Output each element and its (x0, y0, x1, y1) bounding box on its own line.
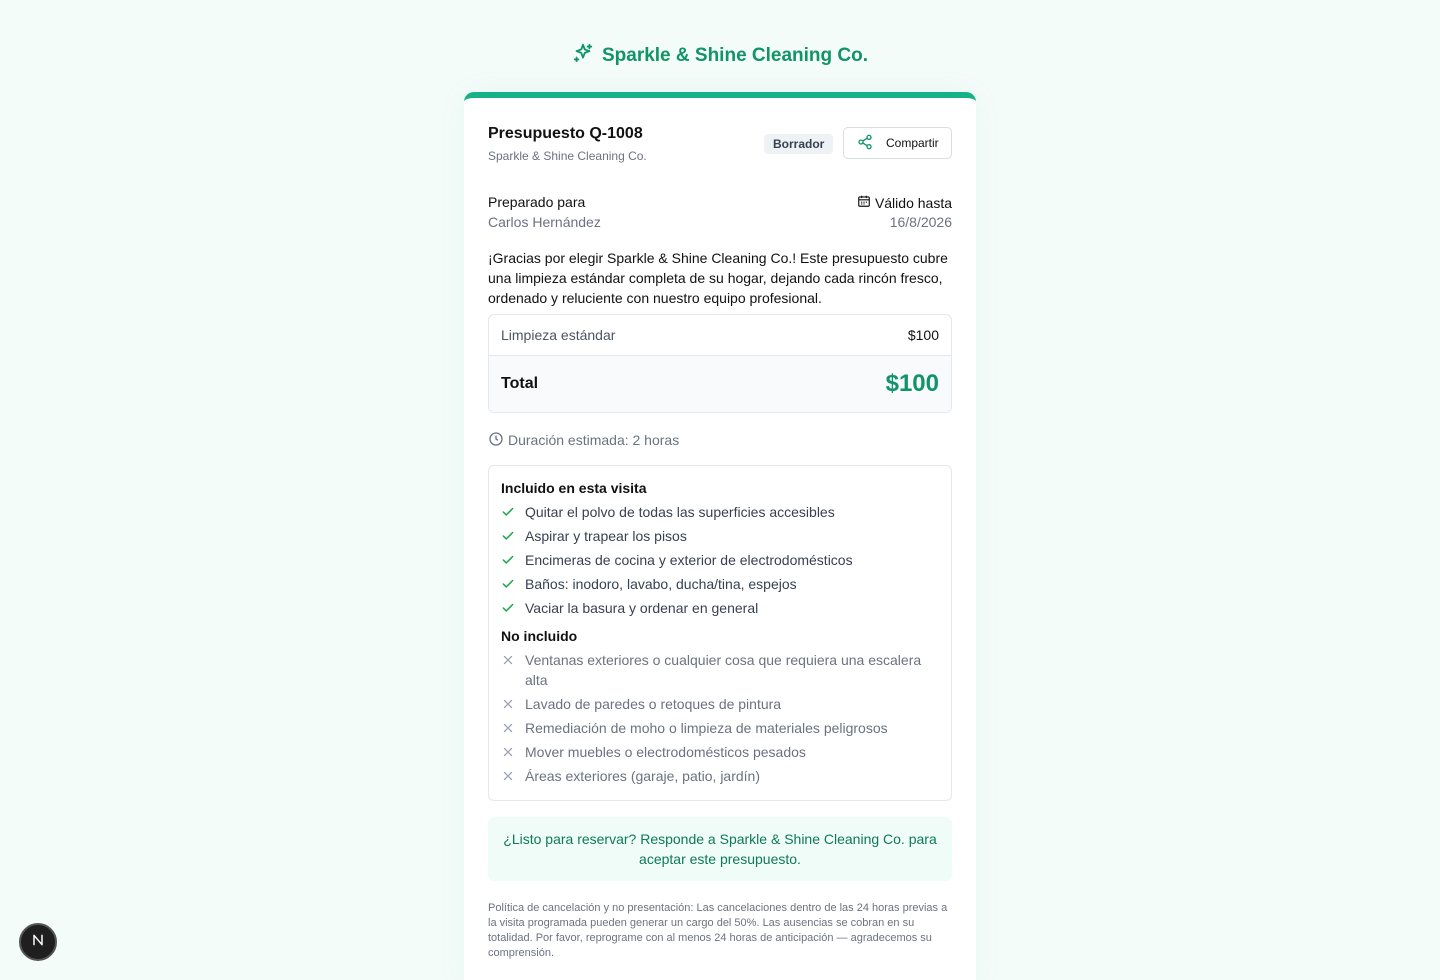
clock-icon (488, 431, 504, 450)
check-icon (501, 502, 525, 522)
sparkles-icon (572, 42, 594, 70)
list-item: Vaciar la basura y ordenar en general (501, 598, 939, 618)
calendar-icon (857, 194, 871, 211)
total-row (489, 356, 951, 412)
list-item: Remediación de moho o limpieza de materiales peligrosos (501, 718, 939, 738)
included-list (501, 502, 939, 618)
list-item: Quitar el polvo de todas las superficies accesibles (501, 502, 939, 522)
list-item: Encimeras de cocina y exterior de electrodomésticos (501, 550, 939, 570)
check-icon (501, 550, 525, 570)
pricing-table (488, 314, 952, 413)
list-item: Mover muebles o electrodomésticos pesados (501, 742, 939, 762)
price-item-label: Limpieza estándar (501, 327, 616, 343)
valid-date: 16/8/2026 (889, 214, 952, 230)
duration-text: Duración estimada: 2 horas (508, 432, 680, 448)
brand-name: Sparkle & Shine Cleaning Co. (601, 45, 869, 66)
valid-until (857, 194, 952, 211)
duration (488, 431, 952, 449)
client-name: Carlos Hernández (488, 214, 601, 230)
check-icon (501, 574, 525, 594)
total-value: $100 (885, 370, 939, 397)
valid-until-label: Válido hasta (874, 194, 952, 211)
nextjs-dev-button[interactable] (19, 923, 57, 961)
x-icon (501, 650, 525, 670)
brand-header (0, 42, 1440, 70)
check-icon (501, 526, 525, 546)
list-item: Aspirar y trapear los pisos (501, 526, 939, 546)
x-icon (501, 694, 525, 714)
share-button[interactable] (843, 127, 952, 159)
x-icon (501, 766, 525, 786)
share-label: Compartir (886, 136, 939, 150)
excluded-title: No incluido (501, 628, 578, 644)
quote-company: Sparkle & Shine Cleaning Co. (488, 149, 647, 163)
quote-card (464, 92, 976, 980)
price-row (489, 315, 951, 356)
quote-header (488, 98, 952, 190)
cta-banner: ¿Listo para reservar? Responde a Sparkle & Shine Cleaning Co. para aceptar este presupuesto. (488, 817, 952, 881)
price-item-value: $100 (907, 327, 939, 343)
scope-box (488, 465, 952, 801)
x-icon (501, 742, 525, 762)
included-title: Incluido en esta visita (501, 480, 647, 496)
list-item: Ventanas exteriores o cualquier cosa que requiera una escalera alta (501, 650, 939, 690)
total-label: Total (501, 375, 539, 392)
list-item: Baños: inodoro, lavabo, ducha/tina, espejos (501, 574, 939, 594)
prepared-section (488, 190, 952, 248)
x-icon (501, 718, 525, 738)
share-icon (857, 134, 873, 153)
n-logo-icon (30, 932, 46, 953)
list-item: Áreas exteriores (garaje, patio, jardín) (501, 766, 939, 786)
prepared-for-label: Preparado para (488, 194, 586, 210)
cancellation-policy: Política de cancelación y no presentación: Las cancelaciones dentro de las 24 horas previas a la visita programada pueden generar un cargo del 50%. Las ausencias se cobran en su totalidad. Por favor, reprograme con al menos 24 horas de anticipación — agradecemos su comprensión. (488, 902, 948, 959)
check-icon (501, 598, 525, 618)
list-item: Lavado de paredes o retoques de pintura (501, 694, 939, 714)
status-badge: Borrador (764, 134, 833, 154)
quote-title: Presupuesto Q-1008 (488, 125, 643, 142)
intro-text: ¡Gracias por elegir Sparkle & Shine Cleaning Co.! Este presupuesto cubre una limpieza estándar completa de su hogar, dejando cada rincón fresco, ordenado y reluciente con nuestro equipo profesional. (488, 250, 948, 306)
excluded-list (501, 650, 939, 786)
